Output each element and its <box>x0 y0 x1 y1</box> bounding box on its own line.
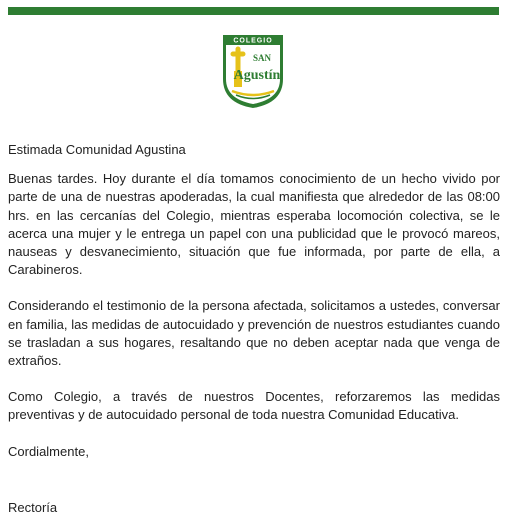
logo-top-text: COLEGIO <box>233 37 273 45</box>
paragraph-request: Considerando el testimonio de la persona afectada, solicitamos a ustedes, conversar en familia, las medidas de autocuidado y prevención de nuestros estudiantes cuando se trasladan a sus hogares, resaltando que no deben aceptar nada que venga de extraños. <box>8 298 500 369</box>
paragraph-incident: Buenas tardes. Hoy durante el día tomamos conocimiento de un hecho vivido por parte de una de nuestras apoderadas, la cual manifiesta que alrededor de las 08:00 hrs. en las cercanías del Colegio, mientras esperaba locomoción colectiva, se le acerca una mujer y le entrega un papel con una publicidad que le provocó mareos, nauseas y desvanecimiento, situación que fue informada, por parte de ella, a Carabineros. <box>8 171 500 278</box>
paragraph-commitment: Como Colegio, a través de nuestros Docentes, reforzaremos las medidas preventivas y de autocuidado personal de toda nuestra Comunidad Educativa. <box>8 389 500 423</box>
letter-body <box>8 141 500 517</box>
school-crest-icon <box>222 33 284 109</box>
school-logo <box>222 33 284 109</box>
closing: Cordialmente, <box>8 443 89 459</box>
signature: Rectoría <box>8 499 58 515</box>
logo-name-line1: SAN <box>252 53 272 63</box>
header-bar <box>8 7 499 15</box>
logo-name-line2: Agustín <box>233 68 281 83</box>
greeting: Estimada Comunidad Agustina <box>8 142 186 157</box>
